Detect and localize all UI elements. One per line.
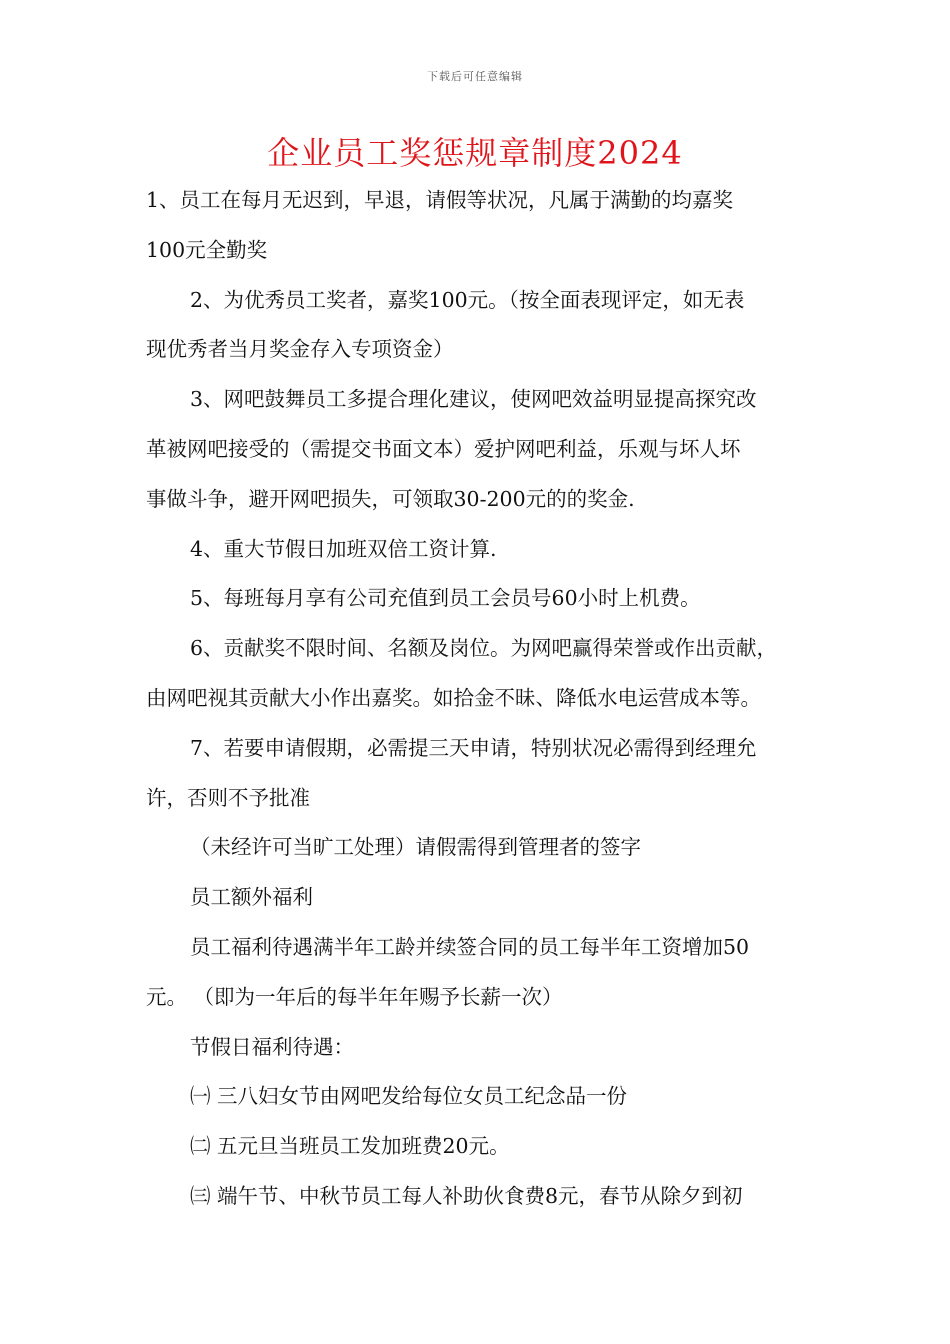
paragraph-line: 2、为优秀员工奖者，嘉奖100元。（按全面表现评定，如无表 [190,287,745,312]
paragraph-line: 3、网吧鼓舞员工多提合理化建议，使网吧效益明显提高探究改 [190,387,757,412]
header-note: 下载后可任意编辑 [427,70,523,83]
paragraph-line: 100元全勤奖 [146,237,268,262]
paragraph-line: ㈡ 五元旦当班员工发加班费20元。 [190,1134,510,1159]
document-body [146,176,826,1222]
paragraph-line: （未经许可当旷工处理）请假需得到管理者的签字 [190,835,641,860]
paragraph-line: 革被网吧接受的（需提交书面文本）爱护网吧利益，乐观与坏人坏 [146,436,741,461]
paragraph-line: ㈠ 三八妇女节由网吧发给每位女员工纪念品一份 [190,1084,628,1109]
paragraph-line: 元。 （即为一年后的每半年年赐予长薪一次） [146,984,563,1009]
paragraph-line: ㈢ 端午节、中秋节员工每人补助伙食费8元，春节从除夕到初 [190,1183,743,1208]
paragraph-line: 1、员工在每月无迟到，早退，请假等状况，凡属于满勤的均嘉奖 [146,188,734,212]
paragraph-line: 现优秀者当月奖金存入专项资金） [146,337,454,362]
paragraph-line: 节假日福利待遇： [190,1034,354,1059]
paragraph-line: 事做斗争，避开网吧损失，可领取30-200元的的奖金. [146,486,635,511]
paragraph-line: 7、若要申请假期，必需提三天申请，特别状况必需得到经理允 [190,735,757,760]
page-title: 企业员工奖惩规章制度2024 [267,134,683,172]
paragraph-line: 由网吧视其贡献大小作出嘉奖。如拾金不昧、降低水电运营成本等。 [146,685,761,710]
paragraph-line: 4、重大节假日加班双倍工资计算. [190,536,497,561]
paragraph-line: 5、每班每月享有公司充值到员工会员号60小时上机费。 [190,586,701,611]
paragraph-line: 员工福利待遇满半年工龄并续签合同的员工每半年工资增加50 [190,934,750,959]
paragraph-line: 6、贡献奖不限时间、名额及岗位。为网吧赢得荣誉或作出贡献， [190,636,778,661]
paragraph-line: 员工额外福利 [190,885,313,910]
paragraph-line: 许，否则不予批准 [146,785,310,810]
